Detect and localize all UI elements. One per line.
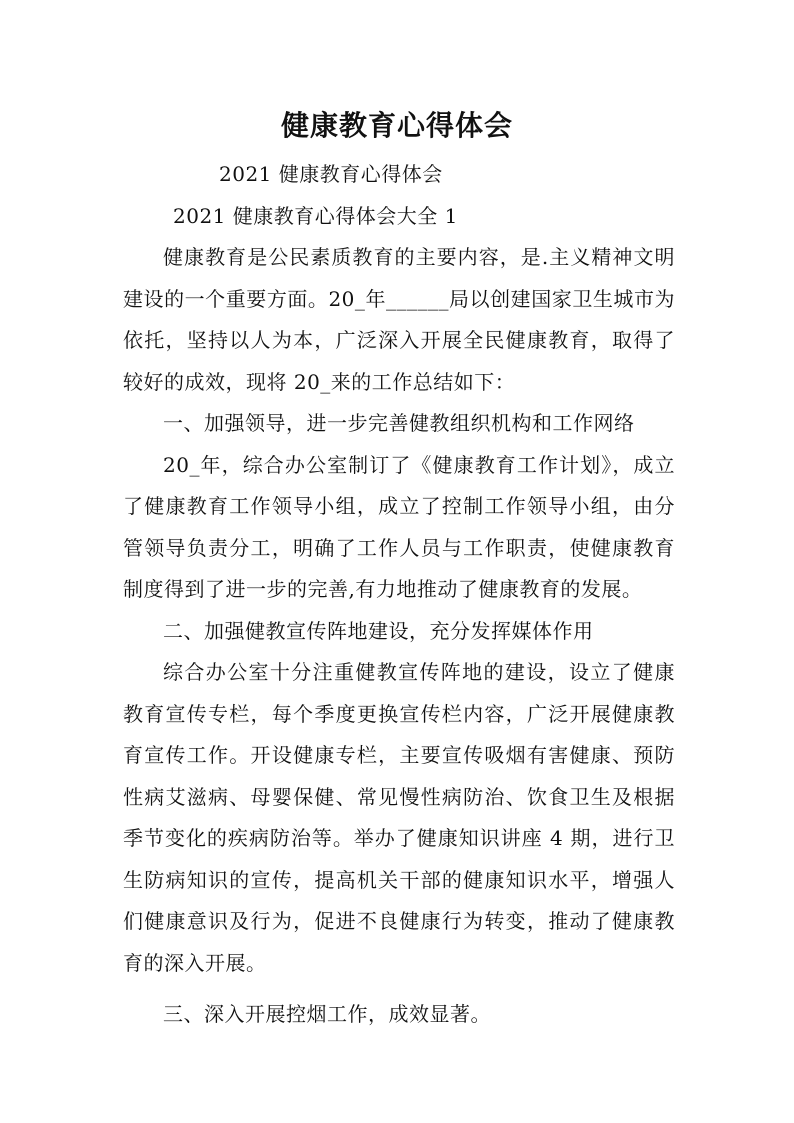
paragraph-section-1: 20_年，综合办公室制订了《健康教育工作计划》，成立了健康教育工作领导小组，成立了控制工作领导小组，由分管领导负责分工，明确了工作人员与工作职责，使健康教育制度得到了进一步的完善,有力地推动了健康教育的发展。: [123, 452, 675, 601]
section-heading-3: 三、深入开展控烟工作，成效显著。: [163, 1002, 491, 1026]
paragraph-intro: 健康教育是公民素质教育的主要内容，是.主义精神文明建设的一个重要方面。20_年______局以创建国家卫生城市为依托，坚持以人为本，广泛深入开展全民健康教育，取得了较好的成效，现将 20_来的工作总结如下：: [123, 245, 675, 394]
document-subtitle: 2021 健康教育心得体会: [219, 162, 443, 186]
document-body: [123, 154, 675, 1036]
document-title: 健康教育心得体会: [280, 109, 513, 142]
section-heading-2: 二、加强健教宣传阵地建设，充分发挥媒体作用: [163, 618, 594, 643]
section-heading-1: 一、加强领导，进一步完善健教组织机构和工作网络: [163, 411, 635, 435]
document-subtitle-2: 2021 健康教育心得体会大全 1: [173, 203, 458, 228]
paragraph-section-2: 综合办公室十分注重健教宣传阵地的建设，设立了健康教育宣传专栏，每个季度更换宣传栏内容，广泛开展健康教育宣传工作。开设健康专栏，主要宣传吸烟有害健康、预防性病艾滋病、母婴保健、常见慢性病防治、饮食卫生及根据季节变化的疾病防治等。举办了健康知识讲座 4 期，进行卫生防病知识的宣传，提高机关干部的健康知识水平，增强人们健康意识及行为，促进不良健康行为转变，推动了健康教育的深入开展。: [123, 660, 675, 975]
